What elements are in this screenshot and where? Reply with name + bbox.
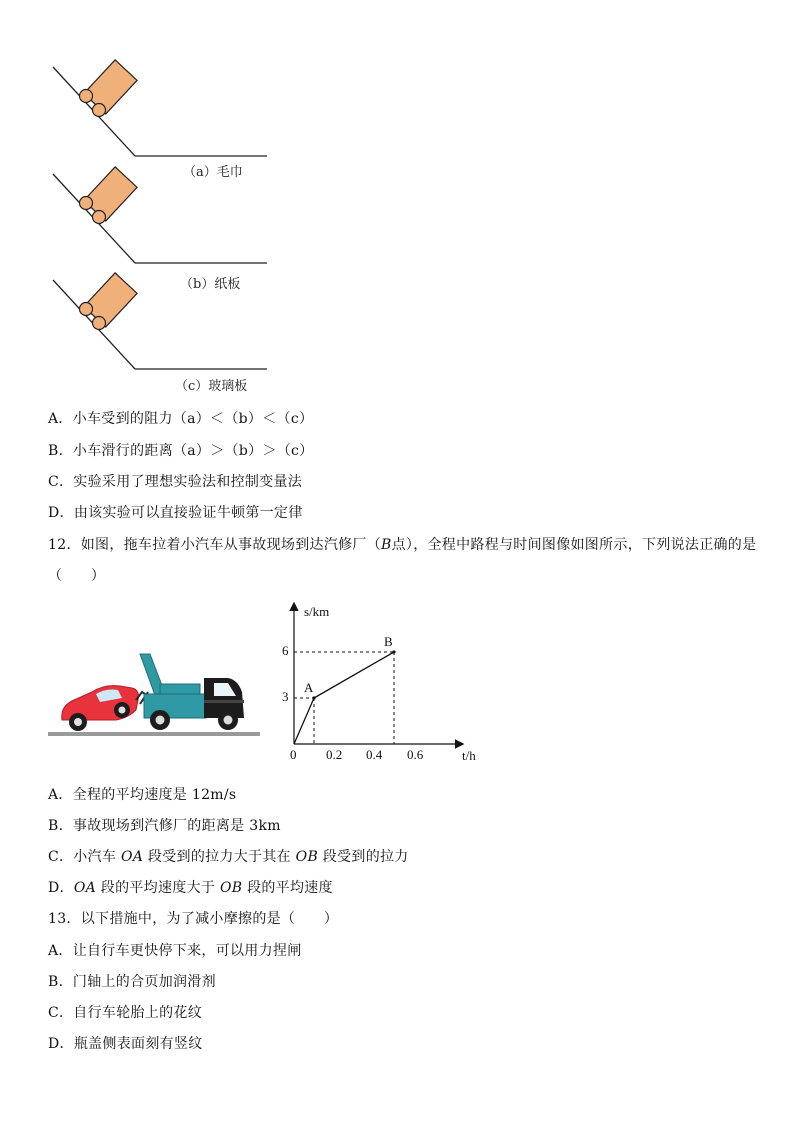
q12-stem: 12．如图，拖车拉着小汽车从事故现场到达汽修厂（B点），全程中路程与时间图像如图所示，下列说法正确的是 xyxy=(48,537,757,553)
series-segment-1 xyxy=(314,652,394,698)
q11-option-c: C．实验采用了理想实验法和控制变量法 xyxy=(48,474,303,490)
x-tick-1: 0.2 xyxy=(326,747,343,762)
y-axis-label: s/km xyxy=(304,604,330,619)
ramp-figure-a xyxy=(53,60,267,156)
point-label-B: B xyxy=(384,634,393,649)
point-A xyxy=(312,696,315,699)
x-tick-2: 0.4 xyxy=(366,747,383,762)
red-car-icon xyxy=(62,686,139,731)
ramp-figure-b xyxy=(53,167,267,263)
q13-option-b: B．门轴上的合页加润滑剂 xyxy=(48,974,216,990)
q11-option-d: D．由该实验可以直接验证牛顿第一定律 xyxy=(48,505,303,521)
q13-option-a: A．让自行车更快停下来，可以用力捏闸 xyxy=(48,943,302,959)
y-tick-3: 3 xyxy=(282,689,289,704)
q12-option-b: B．事故现场到汽修厂的距离是 3km xyxy=(48,818,281,834)
q11-option-b: B．小车滑行的距离（a）＞（b）＞（c） xyxy=(48,443,314,459)
q13-option-c: C．自行车轮胎上的花纹 xyxy=(48,1005,203,1021)
caption-c: （c）玻璃板 xyxy=(175,379,248,394)
x-tick-0: 0 xyxy=(290,747,297,762)
q12-option-a: A．全程的平均速度是 12m/s xyxy=(48,787,237,803)
point-label-A: A xyxy=(304,680,314,695)
caption-b: （b）纸板 xyxy=(180,277,241,292)
point-B xyxy=(392,650,395,653)
q13-stem: 13．以下措施中，为了减小摩擦的是（ ） xyxy=(48,911,339,927)
caption-a: （a）毛巾 xyxy=(183,165,243,180)
s-t-chart xyxy=(272,598,487,766)
q11-option-a: A．小车受到的阻力（a）＜（b）＜（c） xyxy=(48,411,314,427)
q12-option-c: C．小汽车 OA 段受到的拉力大于其在 OB 段受到的拉力 xyxy=(48,849,409,865)
ramp-figures xyxy=(45,55,275,395)
q12-option-d: D．OA 段的平均速度大于 OB 段的平均速度 xyxy=(48,880,333,896)
y-tick-6: 6 xyxy=(282,643,289,658)
tow-truck-icon xyxy=(136,654,244,730)
series-segment-0 xyxy=(294,698,314,744)
x-tick-3: 0.6 xyxy=(407,747,424,762)
q12-answer-paren: （ ） xyxy=(48,568,106,584)
tow-truck-illustration xyxy=(48,648,263,740)
x-axis-label: t/h xyxy=(462,748,476,763)
q13-option-d: D．瓶盖侧表面刻有竖纹 xyxy=(48,1036,203,1052)
